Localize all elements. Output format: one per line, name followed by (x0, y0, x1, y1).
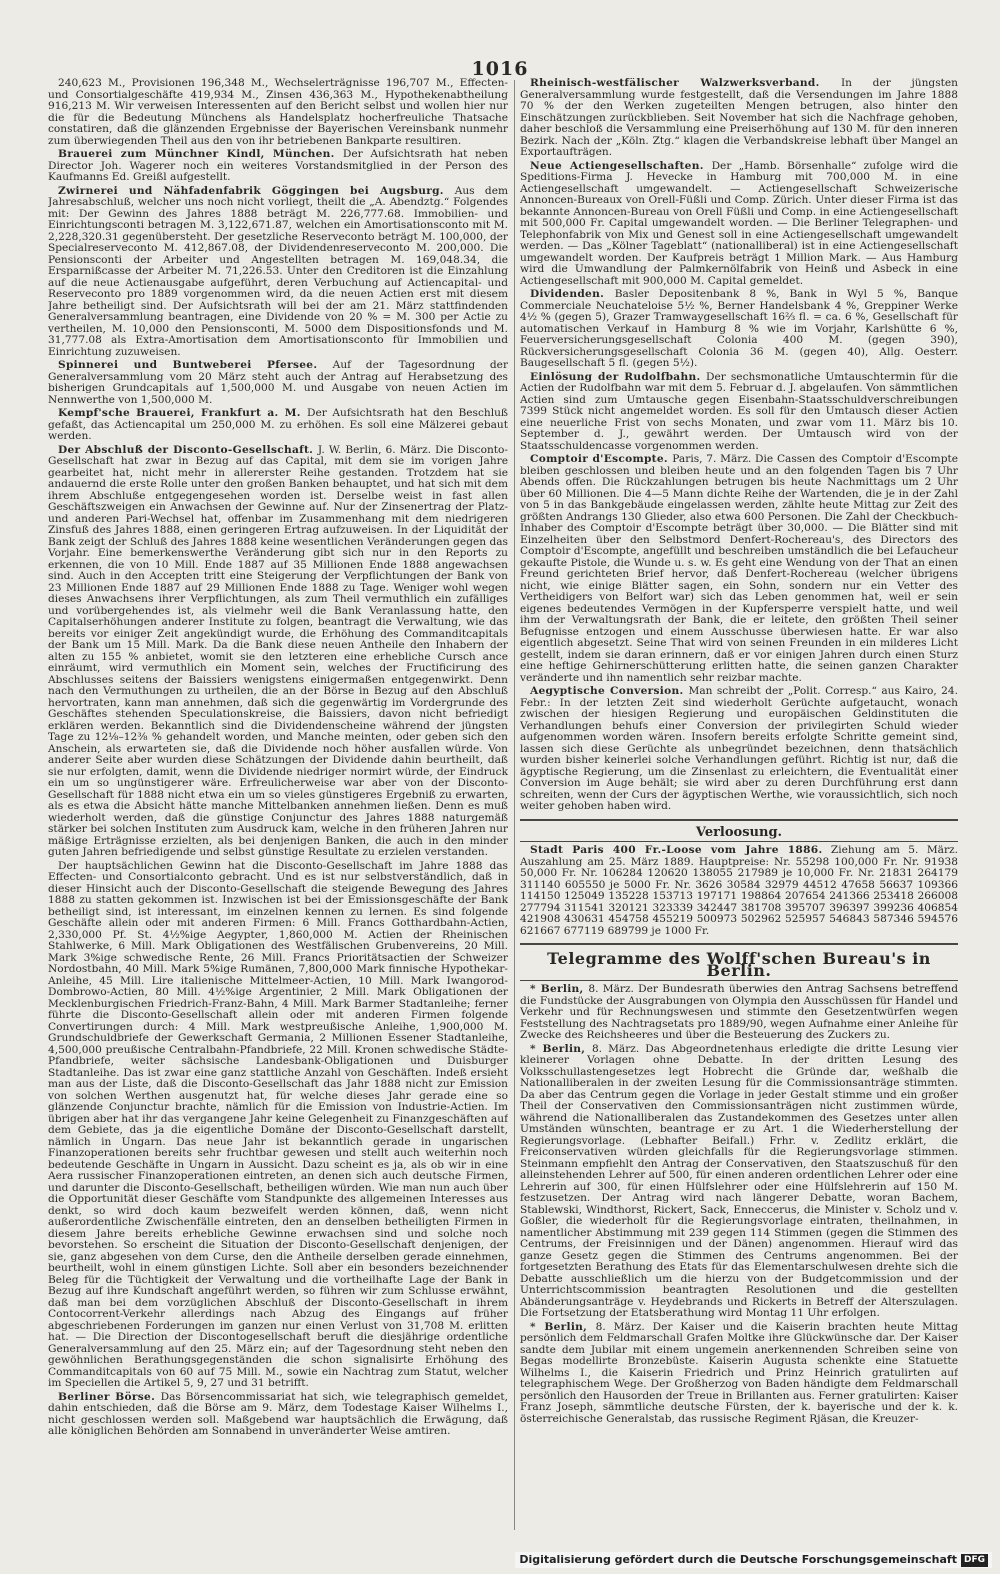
footer-text: Digitalisierung gefördert durch die Deutsche Forschungsgemeinschaft (519, 1553, 957, 1566)
article-paragraph (520, 686, 958, 813)
section-rule (520, 943, 958, 945)
article-heading: Zwirnerei und Nähfadenfabrik Göggingen bei Augsburg. (58, 184, 455, 197)
article-text: 8. März. Der Bundesrath überwies den Antrag Sachsens betreffend die Fundstücke der Ausgrabungen von Olympia den Ausschüssen für Handel und Verkehr und für Rechnungswesen und stimmte den Gesetzentwürfen wegen Feststellung des Nachtragsetats pro 1889/90, wegen Aufnahme einer Anleihe für Zwecke des Reichsheeres und über die Besteuerung des Zuckers zu. (520, 983, 958, 1041)
article-text: Auf der Tagesordnung der Generalversammlung vom 20 März steht auch der Antrag auf Herabsetzung des bisherigen Grundcapitals auf 1,500,000 M. und Ausgabe von neuen Actien im Nennwerthe von 1,500,000 M. (48, 359, 508, 406)
section-rule (520, 819, 958, 821)
lottery-text: Ziehung am 5. März. Auszahlung am 25. März 1889. Hauptpreise: Nr. 55298 100,000 Fr. Nr. 91938 50,000 Fr. Nr. 106284 120620 138055 217989 je 10,000 Fr. Nr. 21831 264179 311140 605550 je 5000 Fr. Nr. 3626 30584 32979 44512 47658 56637 109366 114150 125049 135228 153713 197171 198864 207654 241366 253418 266008 277794 311541 320121 323339 342447 381708 395707 396397 399236 406854 421908 430631 454758 455219 500973 502962 525957 546843 587346 594576 621667 677119 689799 je 1000 Fr. (520, 844, 958, 937)
article-paragraph (520, 1044, 958, 1320)
section-rule-thin (520, 841, 958, 842)
right-column-articles (520, 78, 958, 813)
article-text: 8. März. Der Kaiser und die Kaiserin brachten heute Mittag persönlich dem Feldmarschall Grafen Moltke ihre Glückwünsche dar. Der Kaiser sandte dem Jubilar mit einem ungemein anerkennenden Schreiben seine von Begas modellirte Bronzebüste. Kaiserin Augusta schenkte eine Statuette Wilhelms I., die Kaiserin Friedrich und Prinz Heinrich gratulirten auf telegraphischem Wege. Der Großherzog von Baden händigte dem Feldmarschall persönlich den Hausorden der Treue in Brillanten aus. Ferner gratulirten: Kaiser Franz Joseph, sämmtliche deutsche Fürsten, der k. bayerische und der k. k. österreichische Generalstab, das russische Regiment Rjäsan, die Kreuzer- (520, 1320, 958, 1425)
article-paragraph (520, 372, 958, 453)
article-text: Basler Depositenbank 8 %, Bank in Wyl 5 %, Banque Commerciale Neuchateloise 5½ %, Berner Handelsbank 4 %, Greppiner Werke 4½ % (gegen 5), Grazer Tramwaygesellschaft 16⅔ fl. = ca. 6 %, Gesellschaft für automatischen Verkauf in Hamburg 8 % wie im Vorjahr, Karlshütte 6 %, Feuerversicherungsgesellschaft Colonia 400 M. (gegen 390), Rückversicherungsgesellschaft Colonia 36 M. (gegen 40), Allg. Oesterr. Baugesellschaft 5 fl. (gegen 5½). (520, 288, 958, 369)
article-text: Aus dem Jahresabschluß, welcher uns noch nicht vorliegt, theilt die „A. Abendztg.“ Folgendes mit: Der Gewinn des Jahres 1888 beträgt M. 226,777.68. Immobilien- und Einrichtungsconti betragen M. 3,122,671.87, welchen ein Amortisationsconto mit M. 2,228,320.31 gegenübersteht. Der gesetzliche Reserveconto beträgt M. 100,000, der Specialreserveconto M. 412,867.08, der Dividendenreserveconto M. 200,000. Die Pensionsconti der Arbeiter und Angestellten betragen M. 169,048.34, die Ersparnißcasse der Arbeiter M. 71,226.53. Unter den Creditoren ist die Einzahlung auf die neue Actienausgabe aufgeführt, deren Verbuchung auf Actiencapital- und Reserveconto pro 1889 vorgenommen wird, da die neuen Actien erst mit diesem Jahre betheiligt sind. Der Aufsichtsrath will bei der am 21. März stattfindenden Generalversammlung beantragen, eine Dividende von 20 % = M. 300 per Actie zu vertheilen, M. 10,000 den Pensionsconti, M. 5000 dem Dispositionsfonds und M. 31,777.08 als Extra-Amortisation dem Amortisationsconto für Immobilien und Einrichtung zuzuweisen. (48, 184, 508, 358)
telegram-title: Telegramme des Wolff'schen Bureau's in Berlin. (547, 949, 931, 980)
article-heading: * Berlin, (530, 1042, 592, 1055)
telegram-list (520, 984, 958, 1425)
article-paragraph (48, 149, 508, 184)
page-number: 1016 (471, 58, 529, 80)
article-text: Der hauptsächlichen Gewinn hat die Disconto-Gesellschaft im Jahre 1888 das Effecten- und Consortialconto gebracht. Und es ist nur selbstverständlich, daß in dieser Hinsicht auch der Disconto-Gesellschaft die steigende Bewegung des Jahres 1888 zu statten gekommen ist. Inzwischen ist bei der Emissionsgeschäfte der Bank betheiligt sind, ist interessant, im einzelnen kennen zu lernen. Es sind folgende Geschäfte allein oder mit anderen Firmen: 6 Mill. Francs Gotthardbahn-Actien, 2,330,000 Pf. St. 4½%ige Aegypter, 1,860,000 M. Actien der Rheinischen Stahlwerke, 6 Mill. Mark Obligationen des Westfälischen Grubenvereins, 20 Mill. Mark 3%ige schwedische Rente, 26 Mill. Francs Prioritätsactien der Schweizer Nordostbahn, 40 Mill. Mark 5%ige Rumänen, 7,800,000 Mark finnische Hypothekar-Anleihe, 45 Mill. Lire italienische Mittelmeer-Actien, 10 Mill. Mark Iwangorod-Dombrowo-Actien, 80 Mill. 4½%ige Argentinier, 2 Mill. Mark Obligationen der Mecklenburgischen Friedrich-Franz-Bahn, 4 Mill. Mark Barmer Stadtanleihe; ferner führte die Disconto-Gesellschaft allein oder mit anderen Firmen folgende Convertirungen durch: 4 Mill. Mark westpreußische Anleihe, 1,900,000 M. Grundschuldbriefe der Gewerkschaft Germania, 2 Millionen Essener Stadtanleihe, 4,500,000 preußische Centralbahn-Pfandbriefe, 22 Mill. Kronen schwedische Städte-Pfandbriefe, weiter sächsische Landesbank-Obligationen und Duisburger Stadtanleihe. Das ist zwar eine ganz stattliche Anzahl von Geschäften. Indeß ersieht man aus der Liste, daß die Disconto-Gesellschaft das Jahr 1888 nicht zur Emission von solchen Werthen ausgenutzt hat, für welche dieses Jahr gerade eine so glänzende Conjunctur brachte, nämlich für die Emission von Industrie-Actien. Im übrigen aber hat ihr das vergangene Jahr keine Gelegenheit zu Finanzgeschäften auf dem Gebiete, das ja die eigentliche Domäne der Disconto-Gesellschaft darstellt, nämlich in Ungarn. Das neue Jahr ist bekanntlich gerade in ungarischen Finanzoperationen bereits sehr fruchtbar gewesen und stellt auch weiterhin noch bedeutende Geschäfte in Ungarn in Aussicht. Dazu scheint es ja, als ob wir in eine Aera russischer Finanzoperationen eintreten, an denen sich auch deutsche Firmen, und darunter die Disconto-Gesellschaft, betheiligen würden. Wie man nun auch über die Opportunität dieser Geschäfte vom Standpunkte des allgemeinen Interesses aus denkt, so wird doch kaum bezweifelt werden können, daß, wenn nicht außerordentliche Zwischenfälle eintreten, den an denselben betheiligten Firmen in diesem Jahre bereits erhebliche Gewinne erwachsen sind und solche noch bevorstehen. So erscheint die Situation der Disconto-Gesellschaft denjenigen, der sie, ganz abgesehen von dem Curse, den die Antheile derselben gerade einnehmen, beurtheilt, wohl in einem günstigen Lichte. Soll aber ein besonders bezeichnender Beleg für die Tüchtigkeit der Verwaltung und die vortheilhafte Lage der Bank in Bezug auf ihre Kundschaft angeführt werden, so führen wir zum Schlusse erwähnt, daß man bei dem vorzüglichen Abschluß der Disconto-Gesellschaft in ihrem Contocorrent-Verkehr allerdings nach Abzug des Eingangs auf früher abgeschriebenen Forderungen im ganzen nur einen Verlust von 31,708 M. erlitten hat. — Die Direction der Discontogesellschaft beruft die diesjährige ordentliche Generalversammlung auf den 25. März ein; auf der Tagesordnung steht neben den gewöhnlichen Berathungsgegenständen die schon signalisirte Erhöhung des Commanditcapitals von 60 auf 75 Mill. M., sowie ein Nachtrag zum Statut, welcher im Speciellen die Artikel 5, 9, 27 und 31 betrifft. (48, 859, 508, 1389)
article-text: 8. März. Das Abgeordnetenhaus erledigte die dritte Lesung vier kleinerer Vorlagen ohne Debatte. In der dritten Lesung des Volksschullastengesetzes legt Hobrecht die Gründe dar, weßhalb die Nationalliberalen in der zweiten Lesung für die Commissionsanträge stimmten. Da aber das Centrum gegen die Vorlage in jeder Gestalt stimme und ein großer Theil der Conservativen den Commissionsanträgen nicht zustimmen würde, während die Nationalliberalen das Zustandekommen des Gesetzes unter allen Umständen wünschten, beantrage er zu Art. 1 die Wiederherstellung der Regierungsvorlage. (Lebhafter Beifall.) Frhr. v. Zedlitz erklärt, die Freiconservativen würden gleichfalls für die Regierungsvorlage stimmen. Steinmann empfiehlt den Antrag der Conservativen, den Staatszuschuß für den alleinstehenden Lehrer auf 500, für einen anderen ordentlichen Lehrer oder eine Lehrerin auf 300, für einen Hülfslehrer oder eine Hülfslehrerin auf 150 M. festzusetzen. Der Antrag wird nach längerer Debatte, woran Bachem, Stablewski, Windthorst, Rickert, Sack, Enneccerus, die Minister v. Scholz und v. Goßler, die wiederholt für die Regierungsvorlage eintraten, theilnahmen, in namentlicher Abstimmung mit 239 gegen 114 Stimmen (gegen die Stimmen des Centrums, der Freisinnigen und der Dänen) angenommen. Hierauf wird das ganze Gesetz gegen die Stimmen des Centrums angenommen. Bei der fortgesetzten Berathung des Etats für das Elementarschulwesen drehte sich die Debatte ausschließlich um die hierzu von der Budgetcommission und der Unterrichtscommission beantragten Resolutionen und die gestellten Abänderungsanträge v. Heydebrands und Rickerts in Betreff der Alterszulagen. Die Fortsetzung der Etatsberathung wird Montag 11 Uhr erfolgen. (520, 1042, 958, 1319)
article-text: Der sechsmonatliche Umtauschtermin für die Actien der Rudolfbahn war mit dem 5. Februar d. J. abgelaufen. Von sämmtlichen Actien sind zum Umtausche gegen Eisenbahn-Staatsschuldverschreibungen 7399 Stück nicht angemeldet worden. Es soll für den Umtausch dieser Actien eine neuerliche Frist von sechs Monaten, und zwar vom 11. März bis 10. September d. J., gewährt werden. Der Umtausch wird von der Staatsschuldencasse vorgenommen werden. (520, 370, 958, 452)
section-rule-thin (520, 980, 958, 981)
article-heading: Berliner Börse. (58, 1390, 161, 1403)
article-heading: Neue Actiengesellschaften. (530, 159, 712, 172)
article-paragraph (48, 1392, 508, 1438)
article-paragraph (48, 861, 508, 1390)
article-heading: Comptoir d'Escompte. (530, 453, 673, 465)
article-text: 240,623 M., Provisionen 196,348 M., Wechselerträgnisse 196,707 M., Effecten- und Consortialgeschäfte 419,934 M., Zinsen 436,363 M., Hypothekenabtheilung 916,213 M. Wir verweisen Interessenten auf den Bericht selbst und wollen hier nur die für die Bedeutung Münchens als Handelsplatz hocherfreuliche Thatsache constatiren, daß die glänzenden Ergebnisse der Bayerischen Vereinsbank nunmehr zum überwiegenden Theil aus den von ihr betriebenen Bankparte resultiren. (48, 78, 508, 147)
lottery-subtitle: Stadt Paris 400 Fr.-Loose vom Jahre 1886. (530, 844, 823, 856)
article-heading: Spinnerei und Buntweberei Pfersee. (58, 359, 333, 371)
article-heading: Kempf'sche Brauerei, Frankfurt a. M. (58, 407, 307, 419)
article-paragraph (520, 1322, 958, 1426)
left-column (48, 78, 508, 1478)
lottery-article (520, 845, 958, 937)
right-column (520, 78, 958, 1538)
article-text: In der jüngsten Generalversammlung wurde festgestellt, daß die Versendungen im Jahre 1888 70 % der den Werken zugeteilten Mengen betrugen, also hinter den Einschätzungen zurückblieben. Seit November hat sich die Nachfrage gehoben, daher beschloß die Versammlung eine Preiserhöhung auf 130 M. für den inneren Bezirk. Nach der „Köln. Ztg.“ klagen die Verbandskreise lebhaft über Mangel an Exportaufträgen. (520, 78, 958, 158)
article-heading: Einlösung der Rudolfbahn. (530, 370, 707, 383)
article-text: Der „Hamb. Börsenhalle“ zufolge wird die Speditions-Firma J. Hevecke in Hamburg mit 700,000 M. in eine Actiengesellschaft umgewandelt. — Actiengesellschaft Schweizerische Annoncen-Bureaux von Orell-Füßli und Comp. Zürich. Unter dieser Firma ist das bekannte Annoncen-Bureau von Orell Füßli und Comp. in eine Actiengesellschaft mit 500,000 Fr. Capital umgewandelt worden. — Die Berliner Telegraphen- und Telephonfabrik von Mix und Genest soll in eine Actiengesellschaft umgewandelt werden. — Das „Kölner Tageblatt“ (nationalliberal) ist in eine Actiengesellschaft umgewandelt worden. Der Kaufpreis beträgt 1 Million Mark. — Aus Hamburg wird die Umwandlung der Palmkernölfabrik von Heinß und Asbeck in eine Actiengesellschaft mit 900,000 M. Capital gemeldet. (520, 159, 958, 287)
article-paragraph (48, 445, 508, 859)
article-heading: Aegyptische Conversion. (530, 685, 689, 697)
article-text: Der Aufsichtsrath hat neben Director Joh. Wagerer noch ein weiteres Vorstandsmitglied in der Person des Kaufmanns Ed. Greißl aufgestellt. (48, 148, 508, 183)
article-paragraph (48, 360, 508, 406)
article-paragraph (48, 78, 508, 147)
article-paragraph (520, 161, 958, 288)
article-paragraph (520, 984, 958, 1042)
article-text: Man schreibt der „Polit. Corresp.“ aus Kairo, 24. Febr.: In der letzten Zeit sind wiederholt Gerüchte aufgetaucht, wonach zwischen der hiesigen Regierung und europäischen Geldinstituten die Verhandlungen behufs einer Conversion der privilegirten Schuld wieder aufgenommen worden wären. Insofern bereits erfolgte Schritte gemeint sind, lassen sich diese Gerüchte als unbegründet bezeichnen, denn thatsächlich wurden bisher keinerlei solche Verhandlungen geführt. Richtig ist nur, daß die ägyptische Regierung, um die Zinsenlast zu erleichtern, die Eventualität einer Conversion im Auge behält; sie wird aber zu deren Durchführung erst dann schreiten, wenn der Curs der ägyptischen Werthe, wie voraussichtlich, sich noch weiter gehoben haben wird. (520, 685, 958, 812)
article-heading: Brauerei zum Münchner Kindl, München. (58, 148, 343, 160)
article-heading: Dividenden. (530, 288, 615, 300)
dfg-logo: DFG (961, 1554, 988, 1567)
article-paragraph (520, 454, 958, 684)
footer-credit (515, 1552, 992, 1568)
article-paragraph (48, 408, 508, 443)
article-heading: Der Abschluß der Disconto-Gesellschaft. (58, 443, 318, 456)
article-paragraph (520, 289, 958, 370)
column-divider (514, 80, 515, 1530)
article-text: Der Aufsichtsrath hat den Beschluß gefaßt, das Actiencapital um 250,000 M. zu erhöhen. Es soll eine Mälzerei gebaut werden. (48, 407, 508, 442)
article-text: J. W. Berlin, 6. März. Die Disconto-Gesellschaft hat zwar in Bezug auf das Capital, mit dem sie im vorigen Jahre gearbeitet hat, nicht mehr in allererster Reihe gestanden. Trotzdem hat sie andauernd die erste Rolle unter den großen Banken behauptet, und hat sich mit dem ihrem Abschluße entgegengesehen worden ist. Derselbe weist in fast allen Geschäftszweigen ein Anwachsen der Gewinne auf. Nur der Zinsenertrag der Platz- und anderen Pari-Wechsel hat, offenbar im Zusammenhang mit dem niedrigeren Zinsfuß des Jahres 1888, einen geringeren Ertrag aufzuweisen. In der Liquidität der Bank zeigt der Schluß des Jahres 1888 keine wesentlichen Veränderungen gegen das Vorjahr. Eine bemerkenswerthe Veränderung gibt sich nur in den Reports zu erkennen, die von 10 Mill. Ende 1887 auf 35 Millionen Ende 1888 angewachsen sind. Auch in den Accepten tritt eine Steigerung der Verpflichtungen der Bank von 23 Millionen Ende 1887 auf 29 Millionen Ende 1888 zu Tage. Weniger wohl wegen dieses Anwachsens ihrer Verpflichtungen, als zum Theil vermuthlich ein zufälliges und vorübergehendes ist, als vielmehr weil die Bank Veranlassung hatte, den Capitalserhöhungen anderer Institute zu folgen, beantragt die Verwaltung, wie das bereits vor einiger Zeit angekündigt wurde, die Erhöhung des Commanditcapitals der Bank um 15 Mill. Mark. Da die Bank diese neuen Antheile den Inhabern der alten zu 155 % anbietet, womit sie den letzteren eine erhebliche Cursch ance einräumt, wird vermuthlich ein Moment sein, welches der Fructificirung des Abschlusses seitens der Baissiers wenigstens einigermaßen entgegenwirkt. Denn nach den Vermuthungen zu urtheilen, die an der Börse in Bezug auf den Abschluß hervortraten, kann man annehmen, daß sich die gegenwärtig im Vordergrunde des Geschäftes stehenden Speculationskreise, die Baissiers, davon nicht befriedigt erklären werden. Bekanntlich sind die Dividendenscheine während der jüngsten Tage zu 12⅛–12⅜ % gehandelt worden, und Manche meinten, oder geben sich den Anschein, als erwarteten sie, daß die Dividende noch höher ausfallen würde. Von anderer Seite aber wurden diese Schätzungen der Dividende dahin beurtheilt, daß sie nur erfolgten, damit, wenn die Dividende niedriger normirt würde, der Eindruck ein um so ungünstigerer wäre. Erfreulicherweise war aber von der Disconto-Gesellschaft für 1888 nicht etwa ein um so vieles günstigeres Ergebniß zu erwarten, als es etwa die Absicht hätte manche Mittelbanken annehmen ließen. Denn es muß wiederholt werden, daß die günstige Conjunctur des Jahres 1888 naturgemäß stärker bei solchen Instituten zum Ausdruck kam, welche in den früheren Jahren nur mäßige Erträgnisse erzielten, als bei denjenigen Banken, die auch in den minder guten Jahren befriedigende und selbst günstige Resultate zu erzielen verstanden. (48, 443, 508, 858)
article-text: Das Börsencommissariat hat sich, wie telegraphisch gemeldet, dahin entschieden, daß die Börse am 9. März, dem Todestage Kaiser Wilhelms I., nicht geschlossen werden soll. Maßgebend war hauptsächlich die Erwägung, daß alle königlichen Behörden am Sonnabend in unveränderter Weise amtiren. (48, 1390, 508, 1437)
article-paragraph (48, 186, 508, 359)
article-heading: Rheinisch-westfälischer Walzwerksverband. (530, 78, 841, 89)
article-text: Paris, 7. März. Die Cassen des Comptoir d'Escompte bleiben geschlossen und bleiben heute und an den folgenden Tagen bis 7 Uhr Abends offen. Die Rückzahlungen betrugen bis heute Nachmittags um 2 Uhr über 60 Millionen. Die 4—5 Mann dichte Reihe der Wartenden, die je in der Zahl von 5 in das Bankgebäude eingelassen werden, zählte heute Mittag zur Zeit des größten Andrangs 130 Glieder, also etwa 600 Personen. Die Zahl der Checkbuch-Inhaber des Comptoir d'Escompte beträgt über 30,000. — Die Blätter sind mit Einzelheiten über den Selbstmord Denfert-Rochereau's, des Directors des Comptoir d'Escompte, angefüllt und beschreiben umständlich die bei Lefaucheur gekaufte Pistole, die Wunde u. s. w. Es geht eine Wendung von der That an einen Freund gerichteten Brief hervor, daß Denfert-Rochereau (welcher übrigens nicht, wie einige Blätter sagen, ein Sohn, sondern nur ein Vetter des Vertheidigers von Belfort war) sich das Leben genommen hat, weil er sein eigenes bedeutendes Vermögen in der Kupfersperre verspielt hatte, und weil ihm der Verwaltungsrath der Bank, die er leitete, den größten Theil seiner Befugnisse entzogen und einem Ausschusse überwiesen hatte. Er war also eigentlich abgesetzt. Seine That wird von seinen Freunden in ein milderes Licht gestellt, indem sie daran erinnern, daß er vor einigen Jahren durch einen Sturz eine heftige Gehirnerschütterung erlitten hatte, die seinen ganzen Charakter veränderte und ihn namentlich sehr reizbar machte. (520, 453, 958, 684)
article-heading: * Berlin, (530, 983, 589, 995)
article-paragraph (520, 78, 958, 159)
article-heading: * Berlin, (530, 1320, 596, 1333)
lottery-title: Verloosung. (695, 824, 783, 840)
